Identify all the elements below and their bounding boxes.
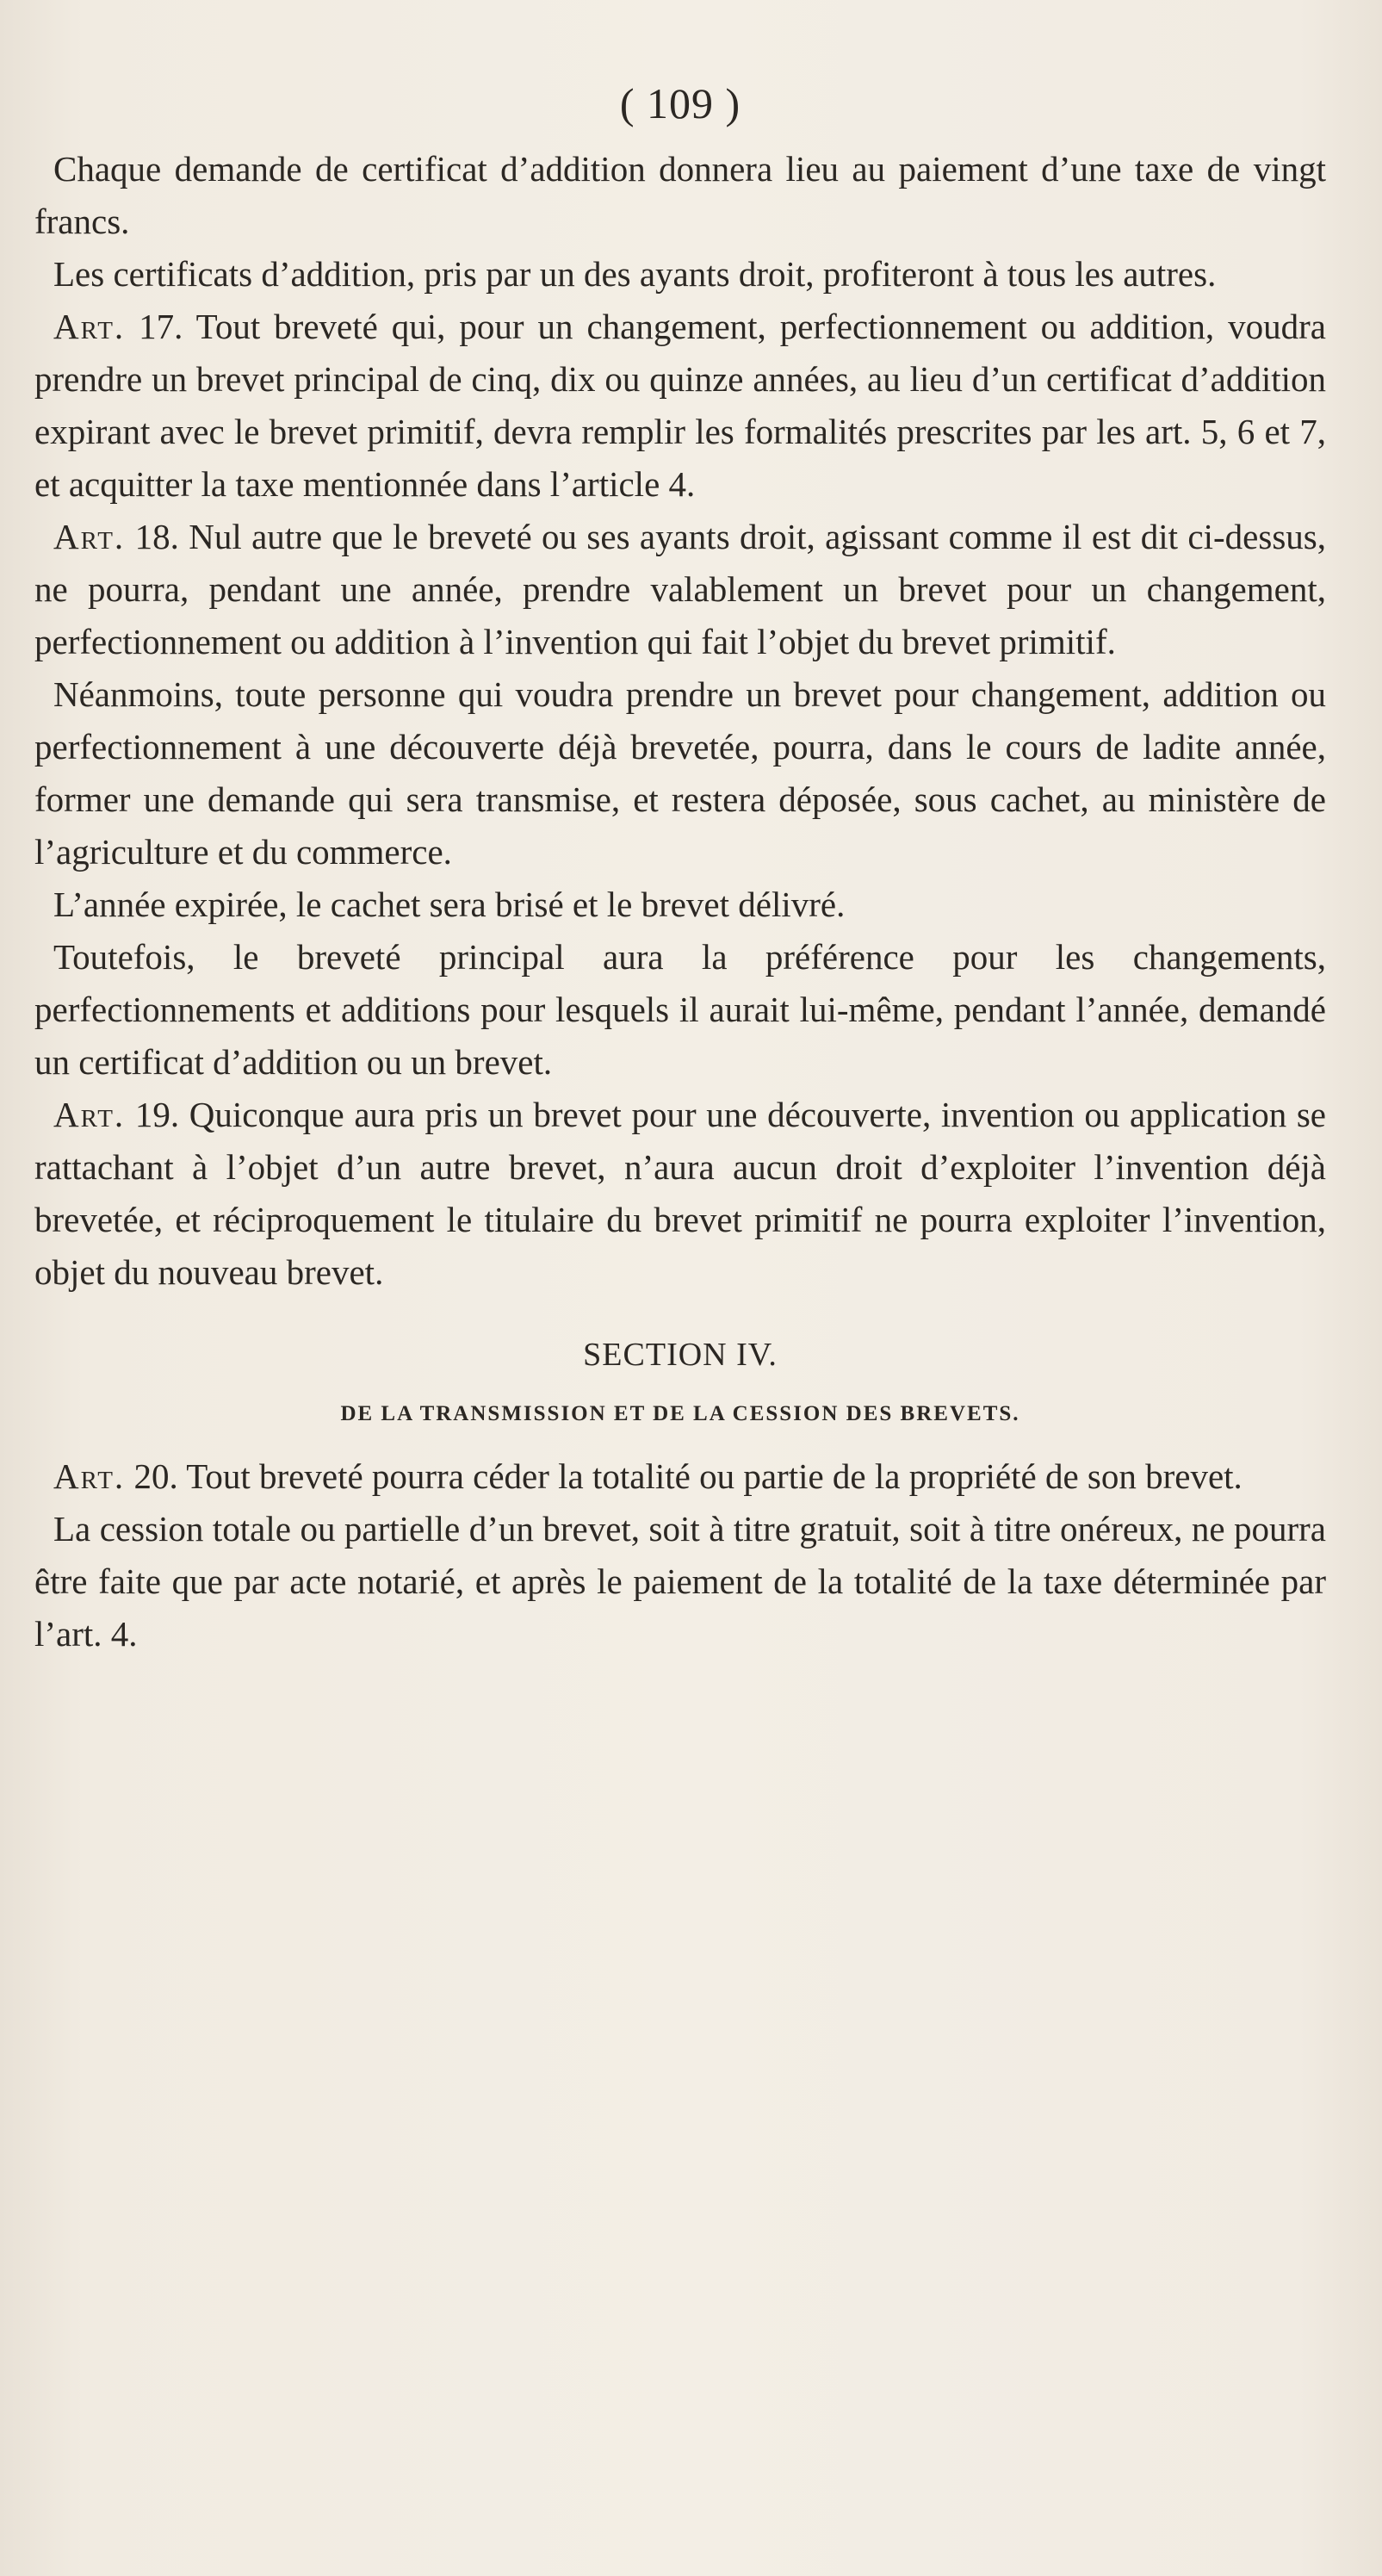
paragraph-text: Toutefois, le breveté principal aura la préférence pour les changements, perfectionnements et additions pour lesquels il aurait lui-même, pendant l’année, demandé un certificat d’addition ou un brevet.: [34, 937, 1326, 1082]
page-number: ( 109 ): [619, 79, 741, 127]
paragraph-neanmoins: [34, 668, 1326, 878]
paragraph-taxe-addition: [34, 143, 1326, 248]
article-text: 20. Tout breveté pourra céder la totalité ou partie de la propriété de son brevet.: [133, 1456, 1243, 1496]
section-subtitle: DE LA TRANSMISSION ET DE LA CESSION DES BREVETS.: [340, 1402, 1020, 1425]
article-text: 19. Quiconque aura pris un brevet pour une découverte, invention ou application se rattachant à l’objet d’un autre brevet, n’aura aucun droit d’exploiter l’invention déjà brevetée, et réciproquement le titulaire du brevet primitif ne pourra exploiter l’invention, objet du nouveau brevet.: [34, 1095, 1327, 1292]
paragraph-text: Chaque demande de certificat d’addition donnera lieu au paiement d’une taxe de vingt francs.: [34, 149, 1326, 241]
paragraph-annee-expiree: [34, 878, 1326, 931]
article-label: Art.: [53, 307, 126, 346]
paragraph-text: L’année expirée, le cachet sera brisé et le brevet délivré.: [53, 885, 846, 924]
paragraph-cession: [34, 1503, 1326, 1660]
paragraph-text: La cession totale ou partielle d’un brevet, soit à titre gratuit, soit à titre onéreux, ne pourra être faite que par acte notarié, et après le paiement de la totalité de la taxe déterminée par l’art. 4.: [34, 1509, 1326, 1654]
paragraph-text: Les certificats d’addition, pris par un des ayants droit, profiteront à tous les autres.: [53, 254, 1217, 294]
article-19: [34, 1089, 1326, 1299]
article-20: [34, 1450, 1326, 1503]
section-title: SECTION IV.: [583, 1337, 778, 1373]
article-label: Art.: [53, 517, 126, 556]
article-label: Art.: [53, 1456, 126, 1496]
article-text: 18. Nul autre que le breveté ou ses ayants droit, agissant comme il est dit ci-dessus, ne pourra, pendant une année, prendre valablement un brevet pour un changement, perfectionnement ou addition à l’invention qui fait l’objet du brevet primitif.: [34, 517, 1326, 661]
article-18: [34, 511, 1326, 668]
paragraph-toutefois: [34, 931, 1326, 1089]
article-17: [34, 301, 1326, 511]
article-label: Art.: [53, 1095, 126, 1134]
paragraph-ayants-droit: [34, 248, 1326, 301]
page-content: [34, 79, 1326, 1660]
paragraph-text: Néanmoins, toute personne qui voudra prendre un brevet pour changement, addition ou perfectionnement à une découverte déjà brevetée, pourra, dans le cours de ladite année, former une demande qui sera transmise, et restera déposée, sous cachet, au ministère de l’agriculture et du commerce.: [34, 674, 1326, 872]
article-text: 17. Tout breveté qui, pour un changement, perfectionnement ou addition, voudra prendre un brevet principal de cinq, dix ou quinze années, au lieu d’un certificat d’addition expirant avec le brevet primitif, devra remplir les formalités prescrites par les art. 5, 6 et 7, et acquitter la taxe mentionnée dans l’article 4.: [34, 307, 1326, 504]
